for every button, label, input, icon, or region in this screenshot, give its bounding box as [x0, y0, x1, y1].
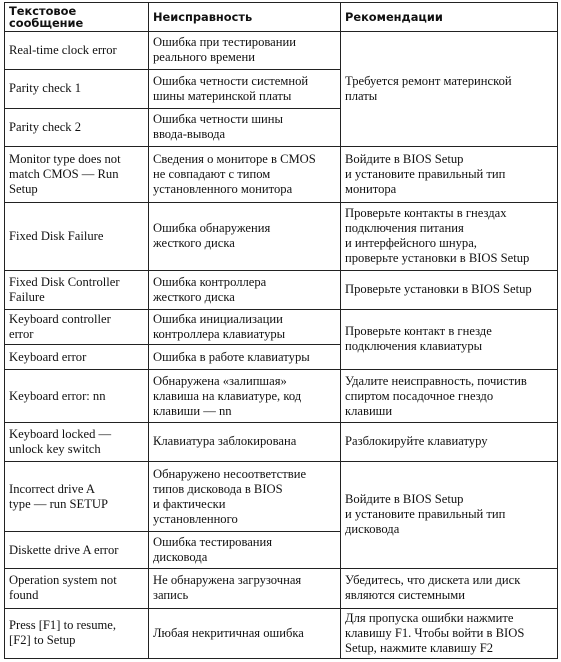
table-row — [5, 309, 558, 345]
table-row — [5, 32, 558, 70]
message-cell: Keyboard controller error — [5, 309, 149, 345]
message-cell: Parity check 2 — [5, 108, 149, 147]
message-cell: Diskette drive A error — [5, 532, 149, 569]
fault-cell: Ошибка в работе клавиатуры — [149, 345, 341, 370]
table-row — [5, 202, 558, 270]
recommendation-cell: Удалите неисправность, почистив спиртом посадочное гнездо клавиши — [341, 369, 558, 422]
fault-cell: Сведения о мониторе в CMOS не совпадают с типом установленного монитора — [149, 147, 341, 202]
message-cell: Keyboard error: nn — [5, 369, 149, 422]
fault-cell: Ошибка инициализации контроллера клавиатуры — [149, 309, 341, 345]
recommendation-cell: Проверьте контакты в гнездах подключения питания и интерфейсного шнура, проверьте установки в BIOS Setup — [341, 202, 558, 270]
fault-cell: Не обнаружена загрузочная запись — [149, 569, 341, 609]
message-cell: Keyboard locked — unlock key switch — [5, 423, 149, 462]
message-cell: Parity check 1 — [5, 69, 149, 108]
message-cell: Operation system not found — [5, 569, 149, 609]
fault-cell: Ошибка тестирования дисковода — [149, 532, 341, 569]
table-row — [5, 423, 558, 462]
fault-cell: Любая некритичная ошибка — [149, 608, 341, 658]
message-cell: Press [F1] to resume, [F2] to Setup — [5, 608, 149, 658]
fault-cell: Ошибка обнаружения жесткого диска — [149, 202, 341, 270]
fault-cell: Обнаружено несоответствие типов дисковода в BIOS и фактически установленного — [149, 461, 341, 531]
table-row — [5, 461, 558, 531]
fault-cell: Ошибка четности системной шины материнской платы — [149, 69, 341, 108]
message-cell: Keyboard error — [5, 345, 149, 370]
table-row — [5, 569, 558, 609]
table-header-row — [5, 3, 558, 32]
recommendation-cell: Войдите в BIOS Setup и установите правильный тип дисковода — [341, 461, 558, 568]
fault-cell: Ошибка при тестировании реального времени — [149, 32, 341, 70]
table-row — [5, 608, 558, 658]
message-cell: Real-time clock error — [5, 32, 149, 70]
fault-cell: Ошибка контроллера жесткого диска — [149, 270, 341, 309]
table-row — [5, 369, 558, 422]
recommendation-cell: Для пропуска ошибки нажмите клавишу F1. Чтобы войти в BIOS Setup, нажмите клавишу F2 — [341, 608, 558, 658]
recommendation-cell: Требуется ремонт материнской платы — [341, 32, 558, 147]
recommendation-cell: Проверьте контакт в гнезде подключения клавиатуры — [341, 309, 558, 369]
fault-cell: Ошибка четности шины ввода-вывода — [149, 108, 341, 147]
header-message: Текстовое сообщение — [5, 3, 149, 32]
recommendation-cell: Убедитесь, что дискета или диск являются системными — [341, 569, 558, 609]
table-row — [5, 270, 558, 309]
header-fault: Неисправность — [149, 3, 341, 32]
bios-error-table — [4, 2, 558, 659]
header-recommendation: Рекомендации — [341, 3, 558, 32]
message-cell: Incorrect drive A type — run SETUP — [5, 461, 149, 531]
message-cell: Fixed Disk Failure — [5, 202, 149, 270]
recommendation-cell: Разблокируйте клавиатуру — [341, 423, 558, 462]
recommendation-cell: Проверьте установки в BIOS Setup — [341, 270, 558, 309]
message-cell: Monitor type does not match CMOS — Run Setup — [5, 147, 149, 202]
table-row — [5, 147, 558, 202]
message-cell: Fixed Disk Controller Failure — [5, 270, 149, 309]
recommendation-cell: Войдите в BIOS Setup и установите правильный тип монитора — [341, 147, 558, 202]
fault-cell: Клавиатура заблокирована — [149, 423, 341, 462]
fault-cell: Обнаружена «залипшая» клавиша на клавиатуре, код клавиши — nn — [149, 369, 341, 422]
